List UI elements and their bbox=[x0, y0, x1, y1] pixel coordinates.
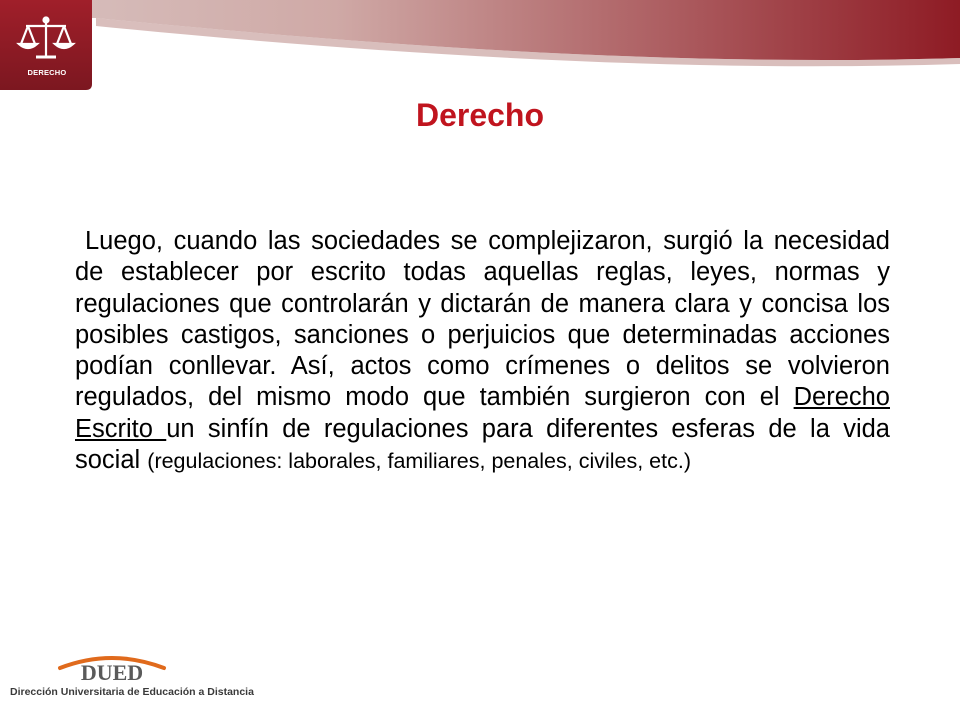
footer-caption: Dirección Universitaria de Educación a Distancia bbox=[10, 686, 254, 698]
header-banner bbox=[0, 0, 960, 95]
logo-label: DERECHO bbox=[27, 68, 67, 77]
body-text-part1: Luego, cuando las sociedades se complejizaron, surgió la necesidad de establecer por escrito todas aquellas reglas, leyes, normas y regulaciones que controlarán y dictarán de manera clara y concisa los posibles castigos, sanciones o perjuicios que determinadas acciones podían conllevar. Así, actos como crímenes o delitos se volvieron regulados, del mismo modo que también surgieron con el bbox=[75, 227, 890, 412]
slide-title: Derecho bbox=[415, 97, 545, 133]
body-text-part2: un sinfín de regulaciones para diferentes esferas de la vida social bbox=[75, 414, 890, 475]
derecho-escrito-link[interactable]: Derecho Escrito bbox=[75, 383, 890, 443]
body-paragraph bbox=[75, 226, 890, 477]
body-text-parenthetical: (regulaciones: laborales, familiares, penales, civiles, etc.) bbox=[147, 449, 691, 474]
dued-logo-text: DUED bbox=[80, 660, 144, 685]
